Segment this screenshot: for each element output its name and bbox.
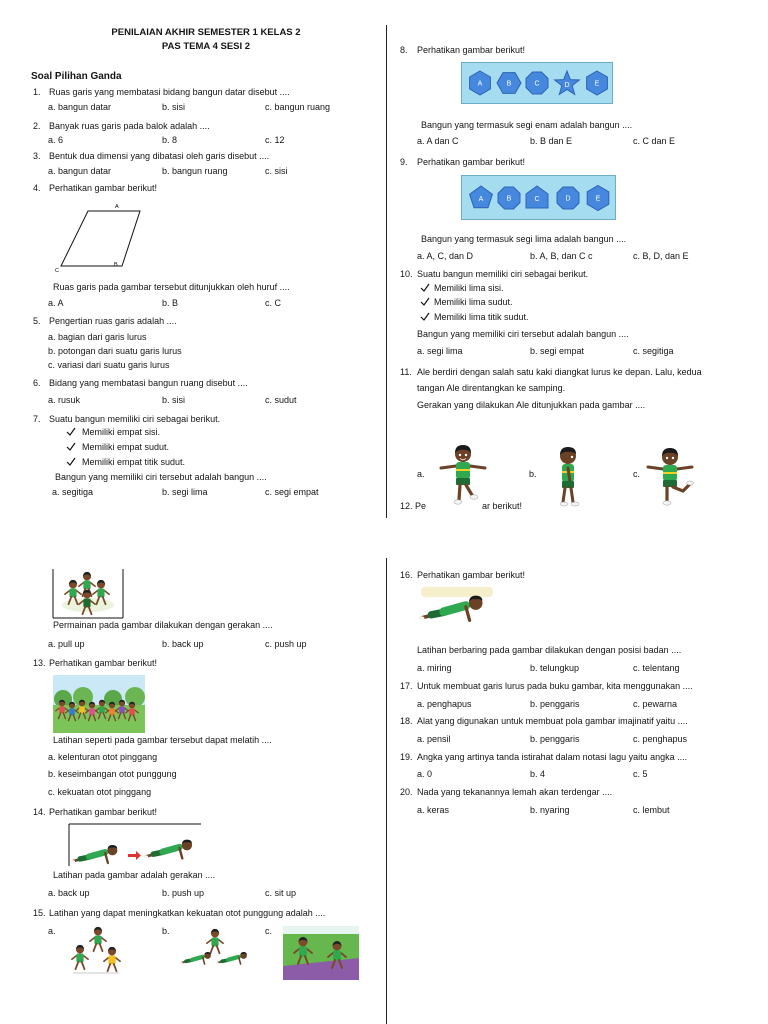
option-b: b. penggaris — [530, 734, 580, 744]
figure-children-push-up — [68, 823, 202, 867]
option-a: a. 0 — [417, 769, 433, 779]
option-b: b. penggaris — [530, 699, 580, 709]
question-text: Suatu bangun memiliki ciri sebagai berikut. — [417, 269, 589, 279]
shape-label: A — [478, 196, 484, 203]
question-number: 9. — [400, 157, 408, 167]
question-text: Ruas garis yang membatasi bidang bangun datar disebut .... — [49, 87, 290, 97]
option-b: b. 8 — [162, 135, 178, 145]
question-stem: Bangun yang termasuk segi lima adalah bangun .... — [421, 234, 627, 244]
question-number: 3. — [33, 151, 41, 161]
option-c: c. telentang — [633, 663, 680, 673]
option-a-label: a. — [417, 469, 425, 479]
option-c: c. sisi — [265, 166, 288, 176]
question-text: Perhatikan gambar berikut! — [49, 658, 158, 668]
option-b: b. sisi — [162, 102, 186, 112]
question-stem: Gerakan yang dilakukan Ale ditunjukkan pada gambar .... — [417, 400, 646, 410]
vertex-label-b: B — [114, 262, 118, 268]
option-b: b. B — [162, 298, 179, 308]
figure-child-balance-pose — [645, 446, 695, 506]
question-text: Perhatikan gambar berikut! — [417, 157, 526, 167]
figure-children-stretching-group — [53, 675, 145, 733]
criteria-item: Memiliki lima sudut. — [434, 297, 513, 307]
question-stem: Bangun yang termasuk segi enam adalah bangun .... — [421, 120, 633, 130]
option-b: b. bangun ruang — [162, 166, 228, 176]
question-text: Untuk membuat garis lurus pada buku gambar, kita menggunakan .... — [417, 681, 693, 691]
question-stem: Ruas garis pada gambar tersebut ditunjukkan oleh huruf .... — [53, 282, 290, 292]
option-a: a. segitiga — [52, 487, 94, 497]
question-number: 10. — [400, 269, 413, 279]
shape-c-octagon — [526, 72, 548, 94]
shape-label: B — [506, 195, 512, 203]
question-text: Bidang yang membatasi bangun ruang disebut .... — [49, 378, 248, 388]
check-icon — [66, 427, 76, 437]
question-text: Alat yang digunakan untuk membuat pola gambar imajinatif yaitu .... — [417, 716, 688, 726]
option-a: a. bangun datar — [48, 102, 112, 112]
check-icon — [66, 457, 76, 467]
question-stem: Permainan pada gambar dilakukan dengan gerakan .... — [53, 620, 273, 630]
section-title: Soal Pilihan Ganda — [31, 71, 122, 82]
option-b: b. B dan E — [530, 136, 573, 146]
option-a: a. 6 — [48, 135, 64, 145]
check-icon — [420, 283, 430, 293]
option-b: b. segi lima — [162, 487, 208, 497]
shape-label: C — [534, 196, 540, 203]
check-icon — [420, 297, 430, 307]
criteria-item: Memiliki lima sisi. — [434, 283, 504, 293]
shape-d-octagon — [557, 187, 579, 209]
option-a: a. pull up — [48, 639, 85, 649]
question-text: Nada yang tekanannya lemah akan terdengar .... — [417, 787, 613, 797]
option-c-label: c. — [633, 469, 641, 479]
question-number: 11. — [400, 367, 412, 377]
option-b: b. potongan dari suatu garis lurus — [48, 346, 182, 356]
question-number: 1. — [33, 87, 41, 97]
figure-child-lying-prone — [417, 585, 497, 627]
option-a: a. pensil — [417, 734, 451, 744]
question-text: Perhatikan gambar berikut! — [49, 183, 158, 193]
criteria-item: Memiliki empat sisi. — [82, 427, 161, 437]
question-number: 4. — [33, 183, 41, 193]
column-divider-bottom — [386, 558, 387, 1024]
option-c: c. sit up — [265, 888, 297, 898]
question-12-fragment-start: 12. Pe — [400, 501, 427, 511]
option-b: b. A, B, dan C c — [530, 251, 593, 261]
question-number: 7. — [33, 414, 41, 424]
question-number: 13. — [33, 658, 46, 668]
figure-parallelogram — [52, 200, 148, 276]
criteria-item: Memiliki empat titik sudut. — [82, 457, 186, 467]
question-text: Perhatikan gambar berikut! — [417, 570, 526, 580]
option-a: a. segi lima — [417, 346, 463, 356]
option-c: c. 12 — [265, 135, 285, 145]
question-stem: Bangun yang memiliki ciri tersebut adalah bangun .... — [55, 472, 267, 482]
option-b: b. keseimbangan otot punggung — [48, 769, 177, 779]
shape-label: E — [594, 80, 600, 88]
question-stem: Bangun yang memiliki ciri tersebut adalah bangun .... — [417, 329, 629, 339]
shape-label: D — [564, 82, 570, 89]
option-c: c. kekuatan otot pinggang — [48, 787, 152, 797]
option-a: a. A — [48, 298, 64, 308]
shape-label: D — [565, 195, 571, 203]
shape-label: B — [506, 80, 512, 88]
option-c: c. penghapus — [633, 734, 688, 744]
arrow-right-icon — [128, 851, 141, 860]
option-b: b. back up — [162, 639, 204, 649]
option-a: a. miring — [417, 663, 452, 673]
question-number: 15. — [33, 908, 46, 918]
option-b: b. nyaring — [530, 805, 570, 815]
question-text: Angka yang artinya tanda istirahat dalam notasi lagu yaitu angka .... — [417, 752, 688, 762]
option-a: a. back up — [48, 888, 90, 898]
question-stem: Latihan pada gambar adalah gerakan .... — [53, 870, 216, 880]
option-b: b. 4 — [530, 769, 546, 779]
question-number: 6. — [33, 378, 41, 388]
question-text: Pengertian ruas garis adalah .... — [49, 316, 177, 326]
option-a: a. penghapus — [417, 699, 472, 709]
question-12-fragment-end: ar berikut! — [482, 501, 523, 511]
question-number: 18. — [400, 716, 413, 726]
question-number: 19. — [400, 752, 413, 762]
option-b: b. sisi — [162, 395, 186, 405]
vertex-label-a: A — [115, 204, 119, 210]
question-text-line: tangan Ale direntangkan ke samping. — [417, 383, 566, 393]
question-text: Bentuk dua dimensi yang dibatasi oleh garis disebut .... — [49, 151, 270, 161]
option-b: b. telungkup — [530, 663, 580, 673]
question-text: Perhatikan gambar berikut! — [49, 807, 158, 817]
shape-label: C — [534, 80, 540, 88]
figure-shapes-q8 — [461, 62, 613, 104]
option-a: a. keras — [417, 805, 450, 815]
question-number: 5. — [33, 316, 41, 326]
question-number: 20. — [400, 787, 413, 797]
option-a: a. bagian dari garis lurus — [48, 332, 147, 342]
figure-shapes-q9 — [461, 175, 616, 220]
option-b-label: b. — [529, 469, 537, 479]
option-c: c. sudut — [265, 395, 297, 405]
question-text: Banyak ruas garis pada balok adalah .... — [49, 121, 210, 131]
option-c: c. pewarna — [633, 699, 678, 709]
criteria-item: Memiliki lima titik sudut. — [434, 312, 529, 322]
option-a-label: a. — [48, 926, 56, 936]
option-c: c. push up — [265, 639, 307, 649]
option-a: a. A, C, dan D — [417, 251, 474, 261]
option-a: a. kelenturan otot pinggang — [48, 752, 158, 762]
figure-children-circle-game — [52, 567, 124, 619]
question-text: Suatu bangun memiliki ciri sebagai berikut. — [49, 414, 221, 424]
option-b: b. push up — [162, 888, 205, 898]
criteria-item: Memiliki empat sudut. — [82, 442, 170, 452]
shape-b-octagon — [498, 187, 520, 209]
question-text: Perhatikan gambar berikut! — [417, 45, 526, 55]
question-number: 14. — [33, 807, 46, 817]
option-a: a. bangun datar — [48, 166, 112, 176]
exam-subtitle: PAS TEMA 4 SESI 2 — [161, 41, 251, 52]
question-stem: Latihan berbaring pada gambar dilakukan dengan posisi badan .... — [417, 645, 682, 655]
check-icon — [66, 442, 76, 452]
shape-label: E — [595, 195, 601, 203]
option-c: c. B, D, dan E — [633, 251, 689, 261]
option-c: c. segi empat — [265, 487, 319, 497]
option-b-label: b. — [162, 926, 170, 936]
column-divider-top — [386, 25, 387, 518]
figure-children-field-exercise — [283, 926, 359, 980]
option-a: a. rusuk — [48, 395, 81, 405]
option-c: c. lembut — [633, 805, 670, 815]
question-stem: Latihan seperti pada gambar tersebut dapat melatih .... — [53, 735, 272, 745]
option-c: c. variasi dari suatu garis lurus — [48, 360, 170, 370]
option-c: c. 5 — [633, 769, 648, 779]
vertex-label-c: C — [55, 268, 59, 274]
figure-child-arms-out-leg-forward — [438, 443, 488, 511]
option-c-label: c. — [265, 926, 273, 936]
check-icon — [420, 312, 430, 322]
option-a: a. A dan C — [417, 136, 459, 146]
question-number: 16. — [400, 570, 413, 580]
option-c: c. bangun ruang — [265, 102, 331, 112]
question-text-line: Ale berdiri dengan salah satu kaki diangkat lurus ke depan. Lalu, kedua — [417, 367, 702, 377]
figure-children-pair-exercise — [63, 926, 129, 978]
option-b: b. segi empat — [530, 346, 585, 356]
exam-title: PENILAIAN AKHIR SEMESTER 1 KELAS 2 — [111, 27, 301, 38]
option-c: c. segitiga — [633, 346, 674, 356]
option-c: c. C — [265, 298, 282, 308]
question-number: 8. — [400, 45, 408, 55]
option-c: c. C dan E — [633, 136, 676, 146]
question-number: 17. — [400, 681, 413, 691]
figure-children-back-up — [180, 928, 252, 970]
question-number: 2. — [33, 121, 41, 131]
shape-label: A — [477, 80, 483, 88]
figure-child-standing-side — [548, 446, 588, 508]
question-text: Latihan yang dapat meningkatkan kekuatan otot punggung adalah .... — [49, 908, 326, 918]
